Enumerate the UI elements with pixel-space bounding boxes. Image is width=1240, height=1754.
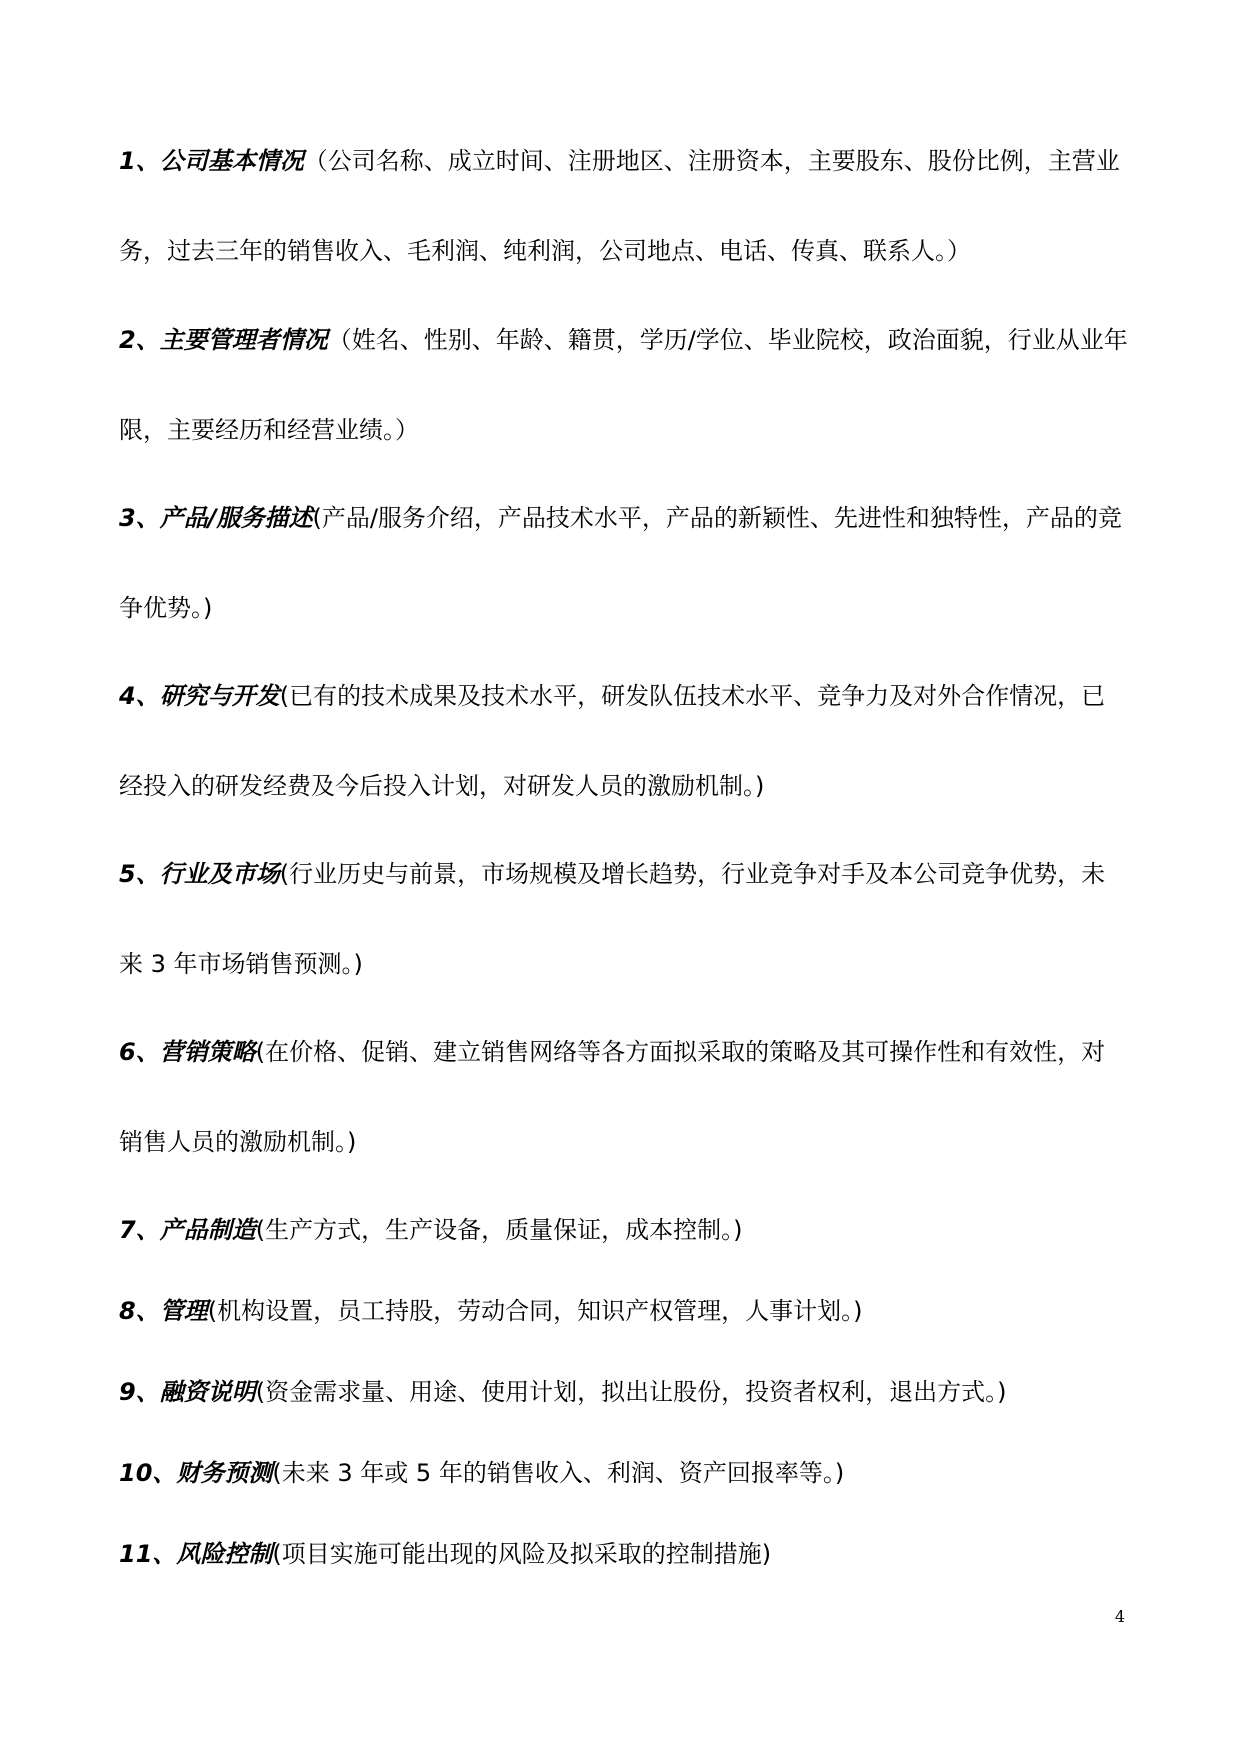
- section-item-10: [119, 1433, 1129, 1513]
- section-description: (生产方式，生产设备，质量保证，成本控制。): [255, 1216, 743, 1244]
- section-description: (项目实施可能出现的风险及拟采取的控制措施): [272, 1540, 772, 1568]
- section-description: (未来 3 年或 5 年的销售收入、利润、资产回报率等。): [272, 1459, 845, 1487]
- section-description: (资金需求量、用途、使用计划，拟出让股份，投资者权利，退出方式。): [255, 1378, 1007, 1406]
- section-description: (产品/服务介绍，产品技术水平，产品的新颖性、先进性和独特性，产品的竞争优势。): [119, 504, 1122, 622]
- section-description: (在价格、促销、建立销售网络等各方面拟采取的策略及其可操作性和有效性，对销售人员的激励机制。): [119, 1038, 1106, 1156]
- section-title: 4、研究与开发: [119, 682, 280, 710]
- section-description: (机构设置，员工持股，劳动合同，知识产权管理，人事计划。): [207, 1297, 863, 1325]
- section-description: （姓名、性别、年龄、籍贯，学历/学位、毕业院校，政治面貌，行业从业年限，主要经历和经营业绩。）: [119, 326, 1128, 444]
- section-title: 11、风险控制: [119, 1540, 273, 1568]
- section-title: 9、融资说明: [119, 1378, 256, 1406]
- section-item-11: [119, 1514, 1129, 1594]
- section-item-3: [119, 473, 1129, 653]
- page-number: 4: [1114, 1607, 1125, 1626]
- section-item-9: [119, 1352, 1129, 1432]
- section-description: （公司名称、成立时间、注册地区、注册资本，主要股东、股份比例，主营业务，过去三年的销售收入、毛利润、纯利润，公司地点、电话、传真、联系人。）: [119, 147, 1120, 265]
- section-title: 7、产品制造: [119, 1216, 256, 1244]
- section-item-7: [119, 1190, 1129, 1270]
- section-title: 5、行业及市场: [119, 860, 280, 888]
- section-item-4: [119, 651, 1129, 831]
- section-description: (已有的技术成果及技术水平，研发队伍技术水平、竞争力及对外合作情况，已经投入的研发经费及今后投入计划，对研发人员的激励机制。): [119, 682, 1106, 800]
- section-item-8: [119, 1271, 1129, 1351]
- section-title: 6、营销策略: [119, 1038, 256, 1066]
- section-item-1: [119, 116, 1129, 296]
- section-title: 10、财务预测: [119, 1459, 273, 1487]
- section-item-2: [119, 295, 1129, 475]
- section-title: 8、管理: [119, 1297, 208, 1325]
- section-item-6: [119, 1007, 1129, 1187]
- section-title: 2、主要管理者情况: [119, 326, 328, 354]
- section-item-5: [119, 829, 1129, 1009]
- section-title: 3、产品/服务描述: [119, 504, 313, 532]
- section-description: (行业历史与前景，市场规模及增长趋势，行业竞争对手及本公司竞争优势，未来 3 年市场销售预测。): [119, 860, 1106, 978]
- section-title: 1、公司基本情况: [119, 147, 304, 175]
